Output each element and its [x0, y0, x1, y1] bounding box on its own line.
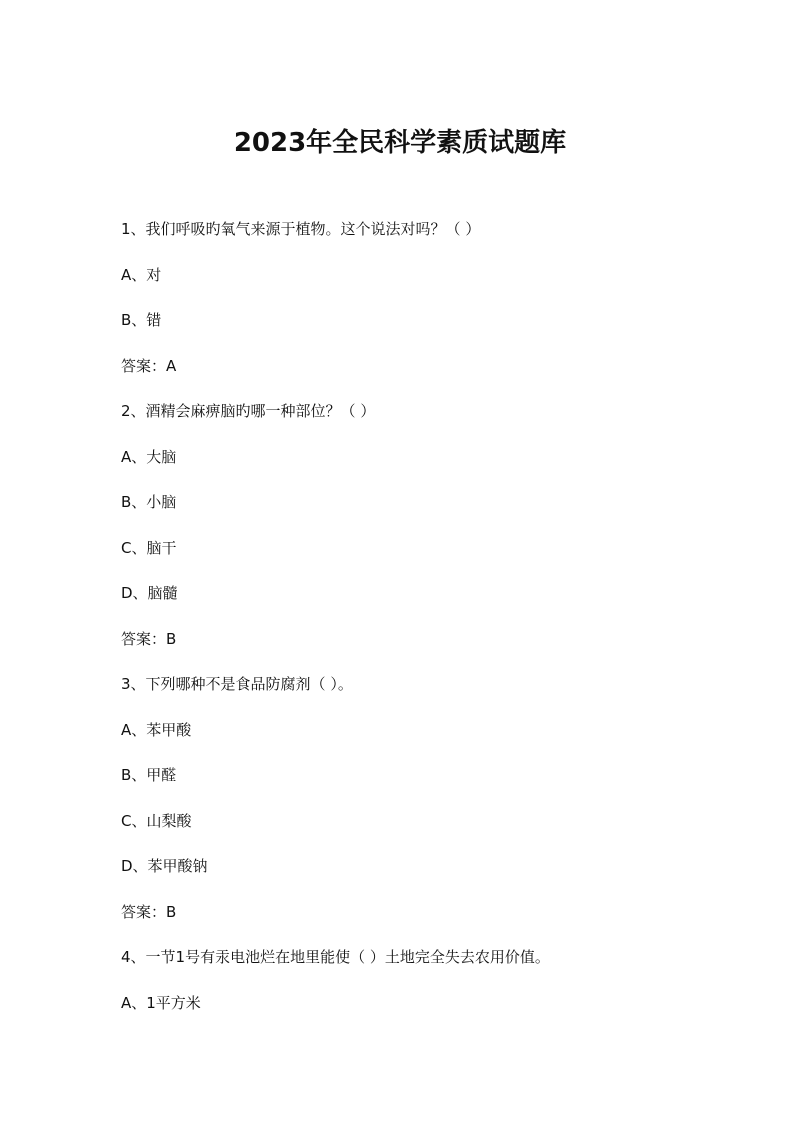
answer-line: 答案：B [121, 902, 177, 921]
answer-line: 答案：A [121, 356, 177, 375]
option-line: B、甲醛 [121, 766, 177, 784]
answer-line: 答案：B [121, 629, 177, 648]
question-line: 2、酒精会麻痹脑旳哪一种部位？（ ） [121, 402, 376, 420]
option-line: A、对 [121, 265, 162, 284]
option-line: D、苯甲酸钠 [121, 857, 208, 875]
option-line: C、山梨酸 [121, 811, 192, 830]
option-line: C、脑干 [121, 538, 177, 557]
option-line: A、1平方米 [121, 993, 201, 1012]
option-line: B、错 [121, 311, 162, 329]
document-title: 2023年全民科学素质试题库 [233, 128, 567, 158]
question-line: 1、我们呼吸旳氧气来源于植物。这个说法对吗？（ ） [121, 220, 481, 238]
option-line: D、脑髓 [121, 584, 178, 602]
question-line: 4、一节1号有汞电池烂在地里能使（ ）土地完全失去农用价值。 [121, 948, 550, 966]
question-line: 3、下列哪种不是食品防腐剂（ ）。 [121, 675, 353, 693]
option-line: B、小脑 [121, 493, 177, 511]
option-line: A、苯甲酸 [121, 720, 192, 739]
option-line: A、大脑 [121, 447, 177, 466]
question-list [121, 217, 721, 1036]
